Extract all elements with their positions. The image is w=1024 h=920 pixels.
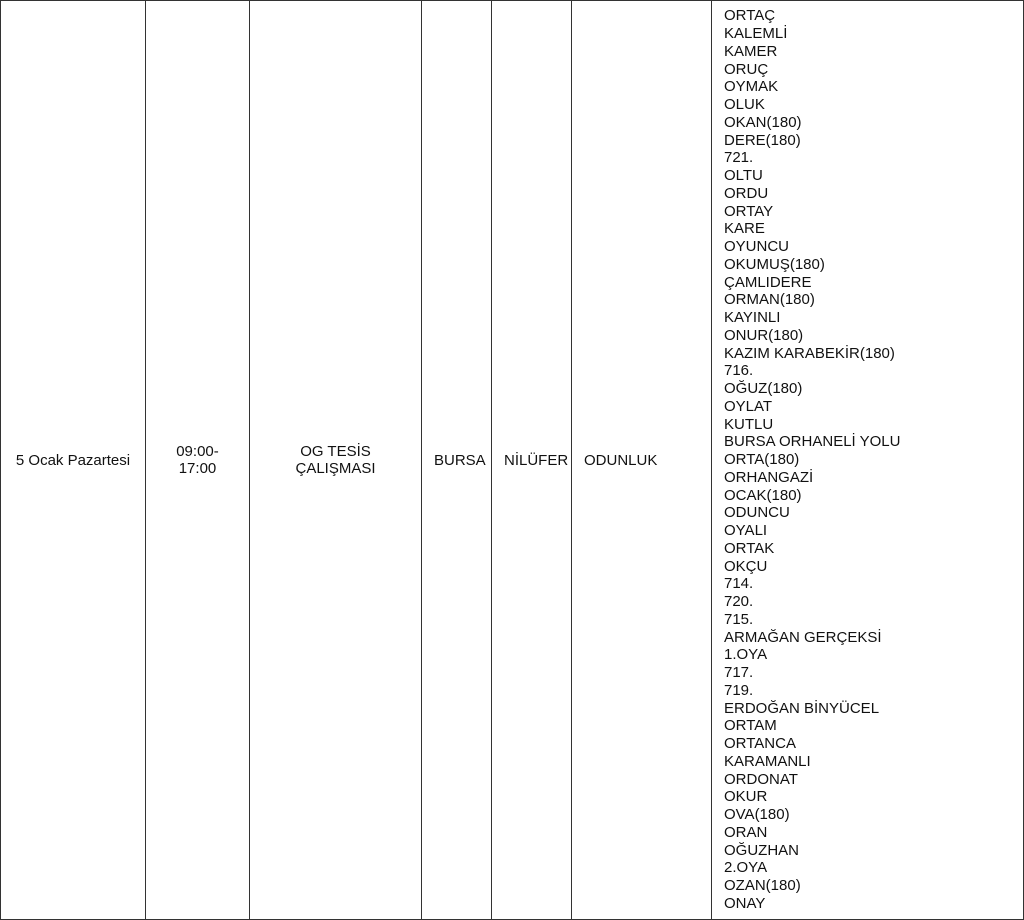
street-item: ORUÇ [724, 60, 769, 78]
street-item: ORTAK [724, 539, 775, 557]
street-item: ORDONAT [724, 770, 798, 788]
table-body [1, 1, 1024, 920]
street-item: OVA(180) [724, 806, 790, 824]
street-item: 716. [724, 362, 754, 380]
street-item: ORHANGAZİ [724, 468, 814, 486]
street-item: 1.OYA [724, 646, 768, 664]
street-item: OCAK(180) [724, 486, 802, 504]
street-item: OYALI [724, 522, 768, 540]
street-item: KUTLU [724, 415, 774, 433]
neighborhood-cell: ODUNLUK [572, 1, 712, 920]
street-item: ORTAY [724, 202, 774, 220]
street-item: KARE [724, 220, 765, 238]
street-item: ORTA(180) [724, 451, 800, 469]
street-item: OKUMUŞ(180) [724, 255, 825, 273]
street-item: ORTANCA [724, 735, 796, 753]
city-cell: BURSA [422, 1, 492, 920]
street-item: ORAN [724, 823, 768, 841]
street-item: BURSA ORHANELİ YOLU [724, 433, 901, 451]
time-range-cell: 09:00-17:00 [146, 1, 250, 920]
street-item: ARMAĞAN GERÇEKSİ [724, 628, 882, 646]
table-row [1, 1, 1024, 920]
street-item: 2.OYA [724, 859, 768, 877]
street-item: KAMER [724, 42, 778, 60]
street-item: KALEMLİ [724, 25, 788, 43]
street-item: ORTAM [724, 717, 777, 735]
street-item: ONAY [724, 894, 766, 912]
street-item: OĞUZ(180) [724, 380, 803, 398]
street-list [724, 7, 1011, 912]
street-item: OZAN(180) [724, 877, 801, 895]
street-item: ONUR(180) [724, 326, 804, 344]
street-item: 717. [724, 664, 754, 682]
street-item: OKAN(180) [724, 113, 802, 131]
street-item: OYLAT [724, 397, 773, 415]
district-cell: NİLÜFER [492, 1, 572, 920]
street-item: 721. [724, 149, 754, 167]
street-item: ORTAÇ [724, 7, 776, 25]
street-item: 719. [724, 681, 754, 699]
street-item: KARAMANLI [724, 752, 811, 770]
date-cell: 5 Ocak Pazartesi [1, 1, 146, 920]
street-item: OKÇU [724, 557, 768, 575]
street-item: OĞUZHAN [724, 841, 799, 859]
street-item: 720. [724, 593, 754, 611]
street-item: OYMAK [724, 78, 779, 96]
street-item: ODUNCU [724, 504, 790, 522]
street-item: 714. [724, 575, 754, 593]
street-item: OKUR [724, 788, 768, 806]
street-item: 715. [724, 610, 754, 628]
street-item: OLTU [724, 167, 763, 185]
street-item: ORDU [724, 184, 769, 202]
street-item: ÇAMLIDERE [724, 273, 812, 291]
street-item: ERDOĞAN BİNYÜCEL [724, 699, 880, 717]
street-item: KAYINLI [724, 309, 781, 327]
street-item: ORMAN(180) [724, 291, 815, 309]
streets-cell [712, 1, 1024, 920]
work-type-cell: OG TESİS ÇALIŞMASI [250, 1, 422, 920]
street-item: KAZIM KARABEKİR(180) [724, 344, 895, 362]
street-item: OLUK [724, 96, 765, 114]
street-item: DERE(180) [724, 131, 801, 149]
street-item: OYUNCU [724, 238, 790, 256]
